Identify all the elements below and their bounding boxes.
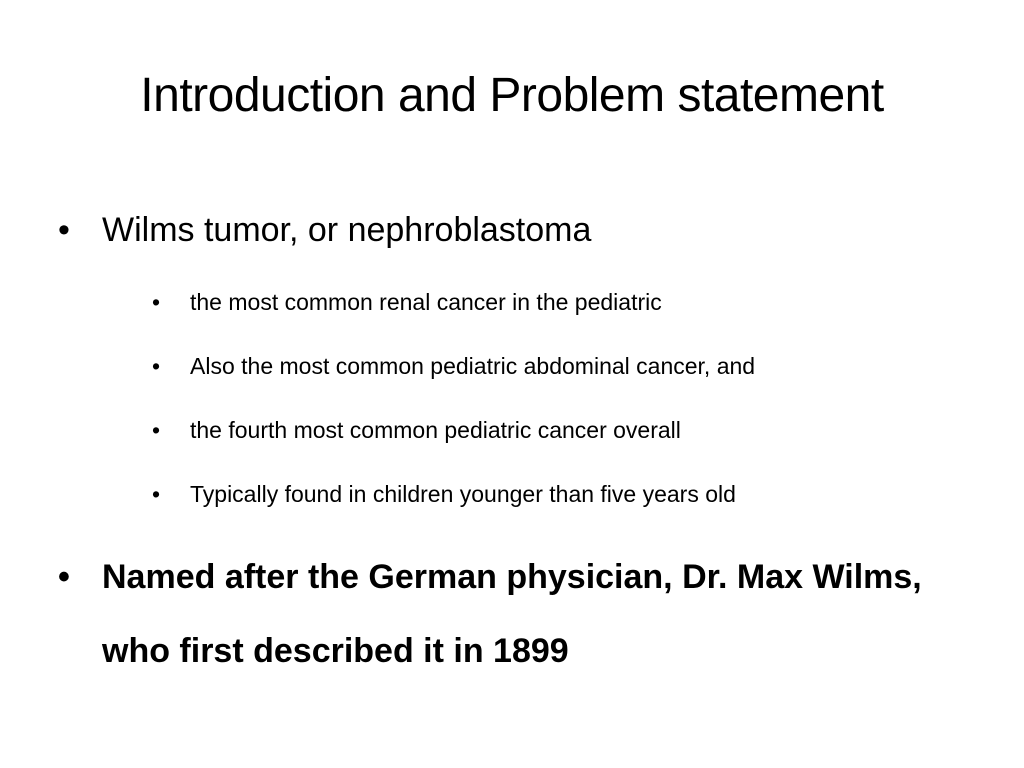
slide-title: Introduction and Problem statement — [140, 69, 884, 122]
sub-bullet-item-3 — [152, 414, 952, 446]
bullet-item-2 — [58, 540, 958, 700]
bullet-icon: • — [152, 481, 161, 507]
sub-bullet-item-1 — [152, 286, 952, 318]
sub-bullet-text: the fourth most common pediatric cancer overall — [190, 417, 681, 443]
sub-bullet-text: the most common renal cancer in the pediatric — [190, 289, 662, 315]
bullet-text: Wilms tumor, or nephroblastoma — [102, 211, 592, 249]
bullet-icon: • — [152, 353, 161, 379]
sub-bullet-text: Also the most common pediatric abdominal cancer, and — [190, 353, 756, 379]
sub-bullet-item-4 — [152, 478, 952, 510]
bullet-icon: • — [152, 417, 161, 443]
bullet-item-1 — [58, 208, 958, 252]
sub-bullet-text: Typically found in children younger than five years old — [190, 481, 736, 507]
bullet-icon: • — [152, 289, 161, 315]
sub-bullet-item-2 — [152, 350, 952, 382]
bullet-icon: • — [58, 558, 70, 596]
bullet-text: Named after the German physician, Dr. Max Wilms, who first described it in 1899 — [102, 558, 922, 670]
bullet-icon: • — [58, 211, 70, 249]
